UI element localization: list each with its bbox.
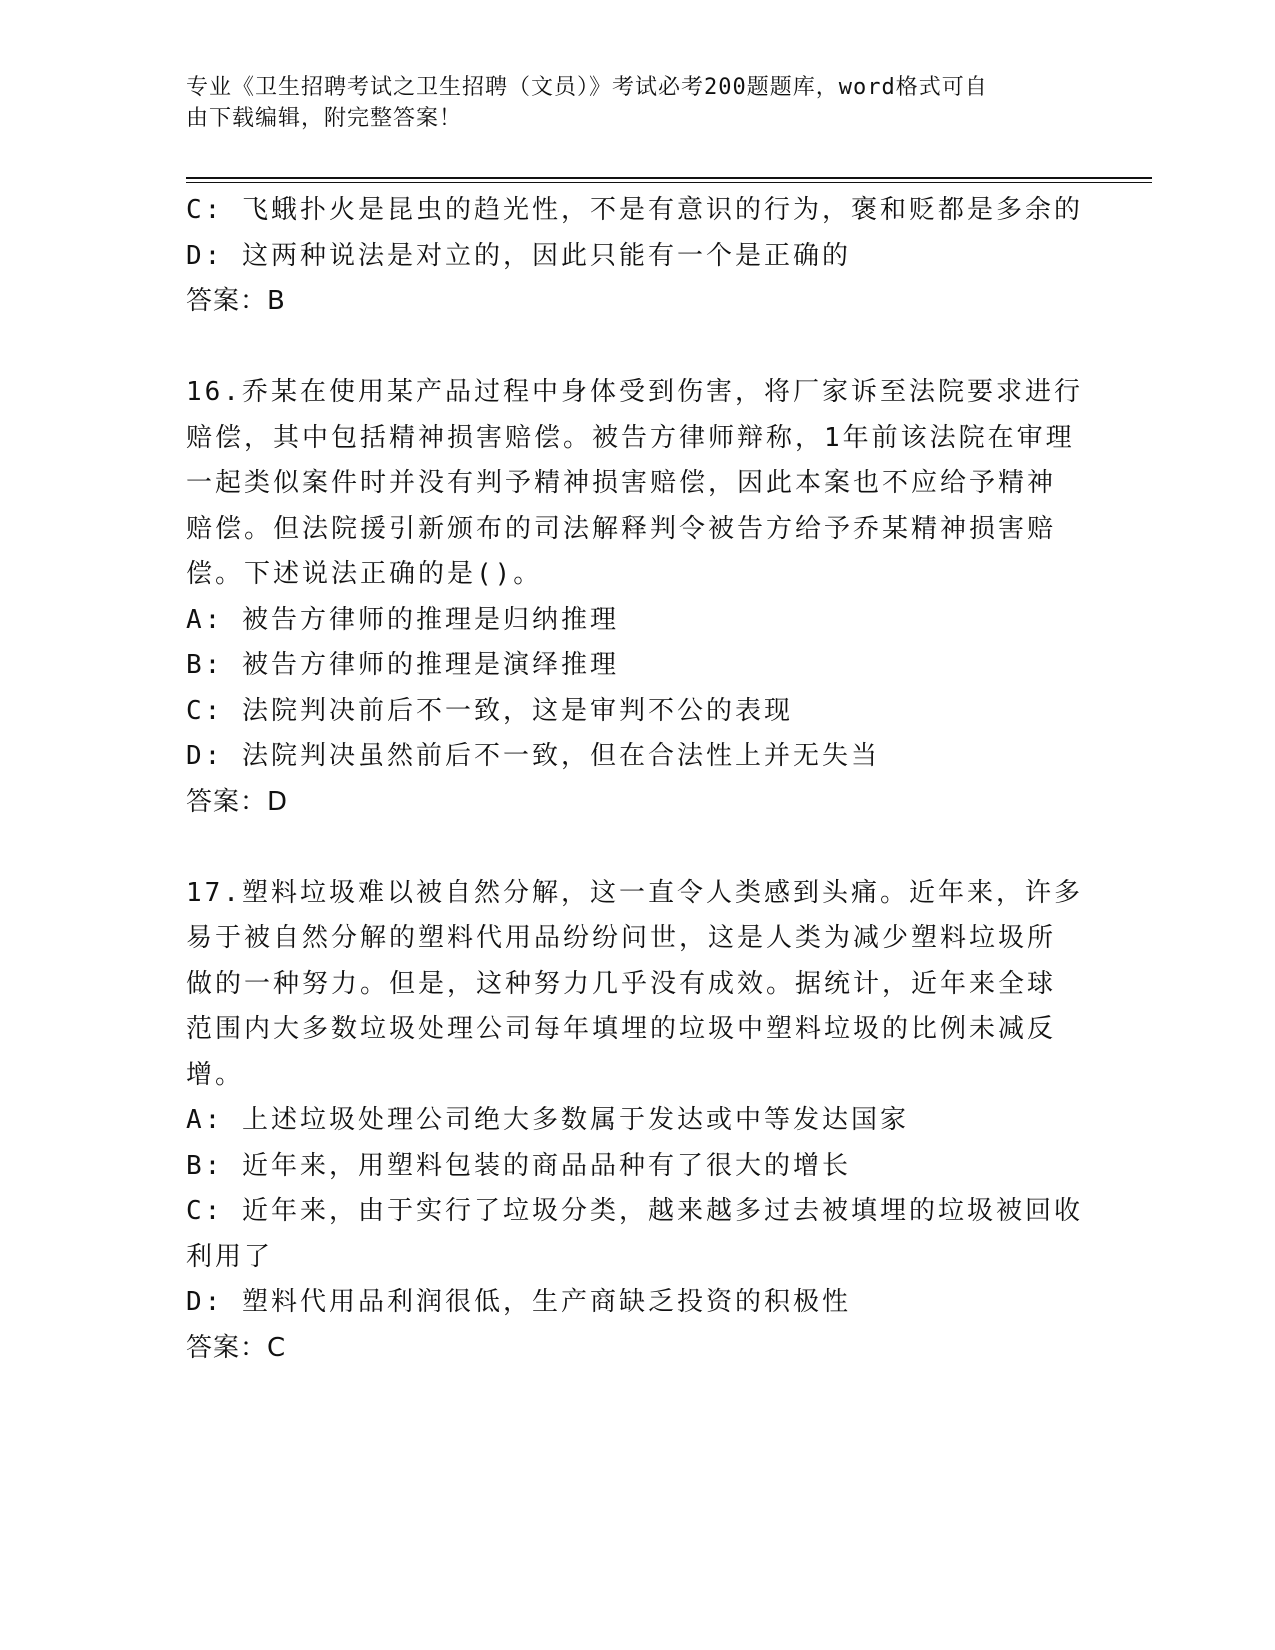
- spacer: [186, 825, 1086, 871]
- option-b: B: 被告方律师的推理是演绎推理: [186, 650, 619, 680]
- option-b: B: 近年来，用塑料包装的商品品种有了很大的增长: [186, 1150, 851, 1181]
- option-a: A: 上述垃圾处理公司绝大多数属于发达或中等发达国家: [186, 1105, 909, 1135]
- document-body: [186, 188, 1086, 1371]
- question-16: [186, 370, 1086, 825]
- option-c: C: 法院判决前后不一致，这是审判不公的表现: [186, 695, 793, 726]
- question-stem-line: 赔偿。但法院援引新颁布的司法解释判令被告方给予乔某精神损害赔: [186, 513, 1057, 544]
- option-d: D: 这两种说法是对立的，因此只能有一个是正确的: [186, 240, 851, 271]
- option-a: A: 被告方律师的推理是归纳推理: [186, 604, 619, 635]
- option-c: C: 近年来，由于实行了垃圾分类，越来越多过去被填埋的垃圾被回收: [186, 1196, 1083, 1226]
- question-stem-line: 17.塑料垃圾难以被自然分解，这一直令人类感到头痛。近年来，许多: [186, 877, 1083, 908]
- option-d: D: 法院判决虽然前后不一致，但在合法性上并无失当: [186, 741, 880, 771]
- option-d: D: 塑料代用品利润很低，生产商缺乏投资的积极性: [186, 1287, 851, 1317]
- question-stem-line: 增。: [186, 1059, 245, 1090]
- question-stem-line: 易于被自然分解的塑料代用品纷纷问世，这是人类为减少塑料垃圾所: [186, 923, 1057, 953]
- header-line-2: 由下载编辑，附完整答案！: [186, 106, 463, 131]
- question-stem-line: 范围内大多数垃圾处理公司每年填埋的垃圾中塑料垃圾的比例未减反: [186, 1014, 1057, 1044]
- answer-line: 答案：C: [186, 1332, 287, 1363]
- question-17: [186, 871, 1086, 1372]
- question-stem-line: 赔偿，其中包括精神损害赔偿。被告方律师辩称，1年前该法院在审理: [186, 422, 1075, 453]
- header-rule-thin: [186, 182, 1152, 183]
- question-stem-line: 一起类似案件时并没有判予精神损害赔偿，因此本案也不应给予精神: [186, 468, 1057, 498]
- question-stem-line: 偿。下述说法正确的是()。: [186, 559, 543, 589]
- question-stem-line: 16.乔某在使用某产品过程中身体受到伤害，将厂家诉至法院要求进行: [186, 377, 1083, 407]
- document-header: [186, 72, 1066, 134]
- question-15-tail: [186, 188, 1086, 325]
- answer-line: 答案：B: [186, 286, 286, 316]
- header-rule-thick: [186, 177, 1152, 179]
- option-c-continuation: 利用了: [186, 1241, 274, 1272]
- option-c: C: 飞蛾扑火是昆虫的趋光性，不是有意识的行为，褒和贬都是多余的: [186, 195, 1083, 225]
- question-stem-line: 做的一种努力。但是，这种努力几乎没有成效。据统计，近年来全球: [186, 968, 1057, 999]
- answer-line: 答案：D: [186, 786, 289, 817]
- spacer: [186, 325, 1086, 371]
- header-line-1: 专业《卫生招聘考试之卫生招聘（文员）》考试必考200题题库，word格式可自: [186, 75, 988, 100]
